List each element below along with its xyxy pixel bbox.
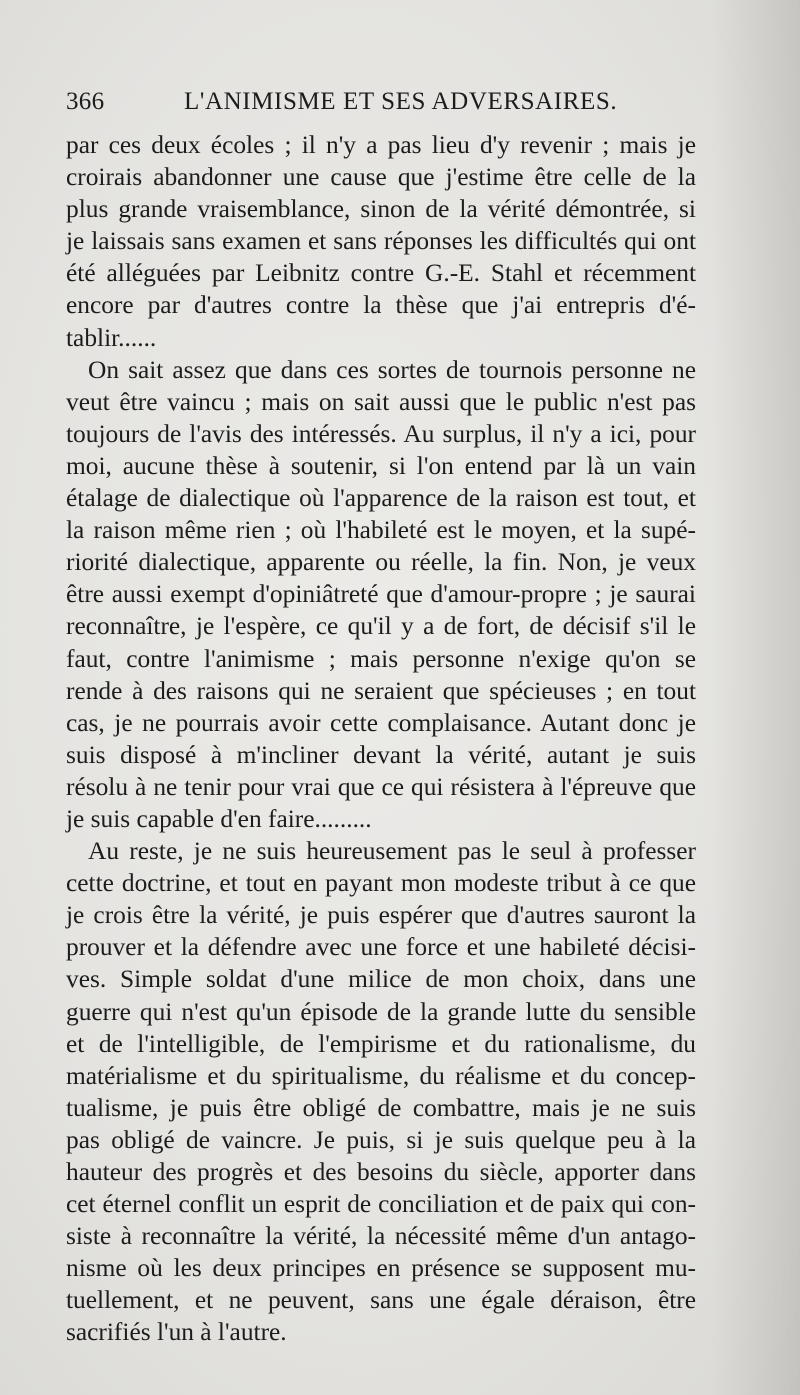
text-line: être aussi exempt d'opiniâtreté que d'amour-propre ; je saurai [66, 580, 696, 609]
text-line: je suis capable d'en faire......... [66, 804, 372, 833]
running-title: L'ANIMISME ET SES ADVERSAIRES. [184, 88, 618, 115]
text-line: je laissais sans examen et sans réponses les difficultés qui ont [66, 227, 696, 256]
text-line: cet éternel conflit un esprit de conciliation et de paix qui con- [66, 1190, 696, 1219]
text-line: la raison même rien ; où l'habileté est le moyen, et la supé- [66, 516, 696, 545]
text-line: rende à des raisons qui ne seraient que spécieuses ; en tout [66, 676, 696, 705]
text-line: suis disposé à m'incliner devant la vérité, autant je suis [66, 740, 696, 769]
text-line: toujours de l'avis des intéressés. Au surplus, il n'y a ici, pour [66, 419, 696, 448]
text-line: moi, aucune thèse à soutenir, si l'on entend par là un vain [66, 451, 696, 480]
text-line: et de l'intelligible, de l'empirisme et du rationalisme, du [66, 1029, 696, 1058]
text-line: tuellement, et ne peuvent, sans une égale déraison, être [66, 1286, 696, 1315]
text-line: cette doctrine, et tout en payant mon modeste tribut à ce que [66, 869, 696, 898]
text-line: guerre qui n'est qu'un épisode de la grande lutte du sensible [66, 997, 696, 1026]
body-text [66, 129, 696, 1349]
paragraph [66, 354, 696, 835]
text-line: hauteur des progrès et des besoins du siècle, apporter dans [66, 1158, 696, 1186]
paragraph [66, 835, 696, 1349]
text-line: matérialisme et du spiritualisme, du réalisme et du concep- [66, 1061, 696, 1090]
text-line: par ces deux écoles ; il n'y a pas lieu d'y revenir ; mais je [66, 131, 696, 159]
paragraph [66, 129, 696, 354]
text-line: été alléguées par Leibnitz contre G.-E. Stahl et récemment [66, 259, 696, 288]
text-line: tualisme, je puis être obligé de combattre, mais je ne suis [66, 1093, 696, 1122]
text-line: reconnaître, je l'espère, ce qu'il y a de fort, de décisif s'il le [66, 612, 696, 641]
text-line: encore par d'autres contre la thèse que j'ai entrepris d'é- [66, 291, 696, 320]
text-line: faut, contre l'animisme ; mais personne n'exige qu'on se [66, 644, 696, 673]
page-number: 366 [66, 88, 105, 115]
text-line: croirais abandonner une cause que j'estime être celle de la [66, 163, 696, 192]
page-edge-shadow [710, 0, 800, 1395]
text-line: étalage de dialectique où l'apparence de la raison est tout, et [66, 484, 696, 513]
text-line: plus grande vraisemblance, sinon de la vérité démontrée, si [66, 195, 696, 224]
text-line: tablir...... [66, 323, 157, 352]
text-line: résolu à ne tenir pour vrai que ce qui résistera à l'épreuve que [66, 772, 696, 801]
text-line: je crois être la vérité, je puis espérer que d'autres sauront la [66, 901, 696, 930]
page-header [66, 88, 696, 124]
text-line: riorité dialectique, apparente ou réelle, la fin. Non, je veux [66, 548, 696, 577]
text-line: nisme où les deux principes en présence se supposent mu- [66, 1254, 696, 1283]
text-line: On sait assez que dans ces sortes de tournois personne ne [88, 355, 696, 384]
text-line: Au reste, je ne suis heureusement pas le seul à professer [88, 837, 696, 866]
text-line: cas, je ne pourrais avoir cette complaisance. Autant donc je [66, 708, 696, 737]
text-line: ves. Simple soldat d'une milice de mon choix, dans une [66, 965, 696, 994]
text-line: siste à reconnaître la vérité, la nécessité même d'un antago- [66, 1222, 696, 1251]
text-line: pas obligé de vaincre. Je puis, si je suis quelque peu à la [66, 1125, 696, 1154]
text-line: veut être vaincu ; mais on sait aussi que le public n'est pas [66, 387, 696, 416]
text-line: prouver et la défendre avec une force et une habileté décisi- [66, 933, 696, 962]
text-line: sacrifiés l'un à l'autre. [66, 1318, 287, 1347]
